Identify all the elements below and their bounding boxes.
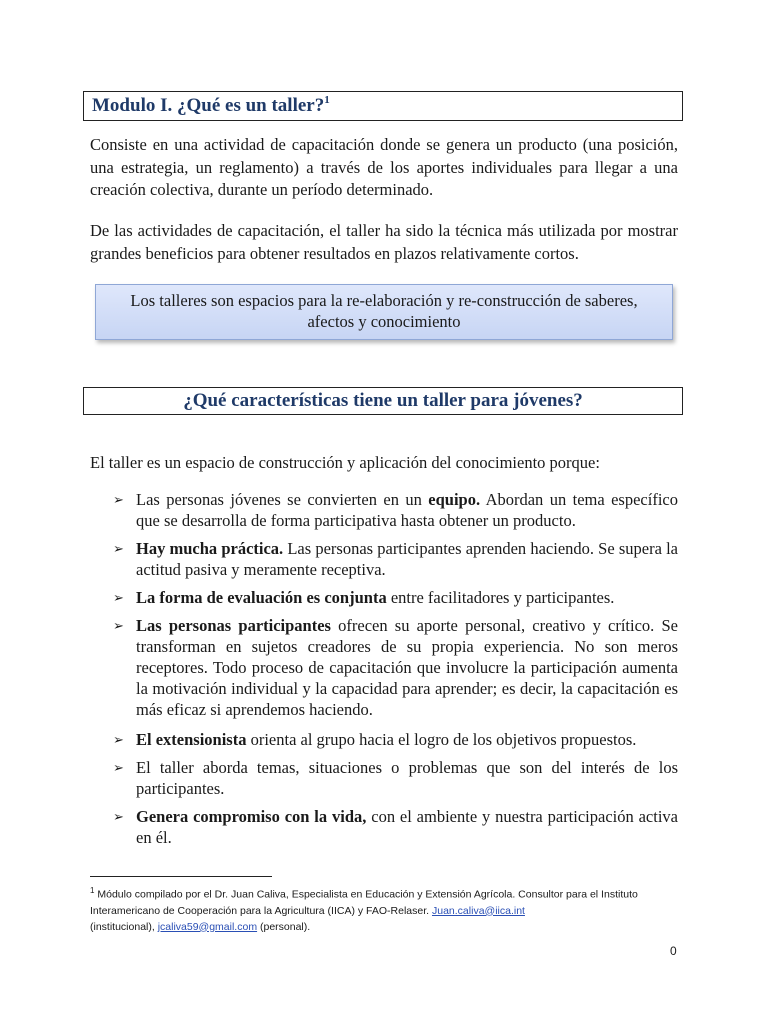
section-title-text: Modulo I. ¿Qué es un taller? — [92, 95, 325, 116]
callout-box — [95, 284, 673, 340]
section-title-caracteristicas: ¿Qué características tiene un taller para jóvenes? — [83, 387, 683, 415]
arrow-bullet-icon: ➢ — [113, 541, 124, 556]
list-item-text: Hay mucha práctica. Las personas participantes aprenden haciendo. Se supera la actitud pasiva y meramente receptiva. — [136, 539, 678, 579]
paragraph-intro: El taller es un espacio de construcción y aplicación del conocimiento porque: — [90, 453, 600, 472]
list-item — [113, 587, 678, 608]
list-item — [113, 806, 678, 848]
list-item-text: Genera compromiso con la vida, con el ambiente y nuestra participación activa en él. — [136, 807, 678, 847]
footnote-number: 1 — [90, 886, 95, 895]
footnote-ref[interactable]: 1 — [324, 94, 330, 106]
callout-line-2: afectos y conocimiento — [307, 312, 461, 331]
arrow-bullet-icon: ➢ — [113, 760, 124, 775]
callout-line-1: Los talleres son espacios para la re-elaboración y re-construcción de saberes, — [130, 291, 638, 310]
list-item-text: Las personas participantes ofrecen su aporte personal, creativo y crítico. Se transforman en sujetos creadores de su propia experiencia. No son meros receptores. Todo proceso de capacitación que involucre la participación aumenta la motivación individual y la capacidad para aprender; es decir, la capacitación es más eficaz si aprendemos haciendo. — [136, 616, 678, 719]
list-item-text: La forma de evaluación es conjunta entre facilitadores y participantes. — [136, 588, 615, 607]
section-title-taller — [83, 91, 683, 121]
list-item — [113, 538, 678, 580]
personal-email-link[interactable]: jcaliva59@gmail.com — [157, 920, 258, 933]
institutional-email-link[interactable]: Juan.caliva@iica.int — [432, 904, 525, 917]
paragraph-benefits: De las actividades de capacitación, el taller ha sido la técnica más utilizada por mostrar grandes beneficios para obtener resultados en plazos relativamente cortos. — [90, 221, 678, 263]
arrow-bullet-icon: ➢ — [113, 492, 124, 507]
paragraph-definition: Consiste en una actividad de capacitación donde se genera un producto (una posición, una estrategia, un reglamento) a través de los aportes individuales para llegar a una creación colectiva, durante un período determinado. — [90, 135, 678, 199]
list-item — [113, 615, 678, 720]
list-item — [113, 729, 678, 750]
footnote-text: (personal). — [257, 920, 311, 933]
footnote-text: Módulo compilado por el Dr. Juan Caliva, Especialista en Educación y Extensión Agrícola. Consultor para el Instituto Interamericano de Cooperación para la Agricultura (IICA) y FAO-Relaser. — [90, 888, 638, 917]
list-item-text: El extensionista orienta al grupo hacia el logro de los objetivos propuestos. — [136, 730, 637, 749]
arrow-bullet-icon: ➢ — [113, 618, 124, 633]
arrow-bullet-icon: ➢ — [113, 732, 124, 747]
list-item-text: El taller aborda temas, situaciones o problemas que son del interés de los participantes. — [136, 758, 678, 798]
footnote — [90, 883, 690, 935]
page-number: 0 — [670, 944, 677, 958]
footnote-text: (institucional), — [90, 920, 158, 933]
list-item-text: Las personas jóvenes se convierten en un equipo. Abordan un tema específico que se desarrolla de forma participativa hasta obtener un producto. — [136, 490, 678, 530]
list-item — [113, 757, 678, 799]
footnote-divider — [90, 876, 272, 877]
arrow-bullet-icon: ➢ — [113, 590, 124, 605]
arrow-bullet-icon: ➢ — [113, 809, 124, 824]
list-item — [113, 489, 678, 531]
